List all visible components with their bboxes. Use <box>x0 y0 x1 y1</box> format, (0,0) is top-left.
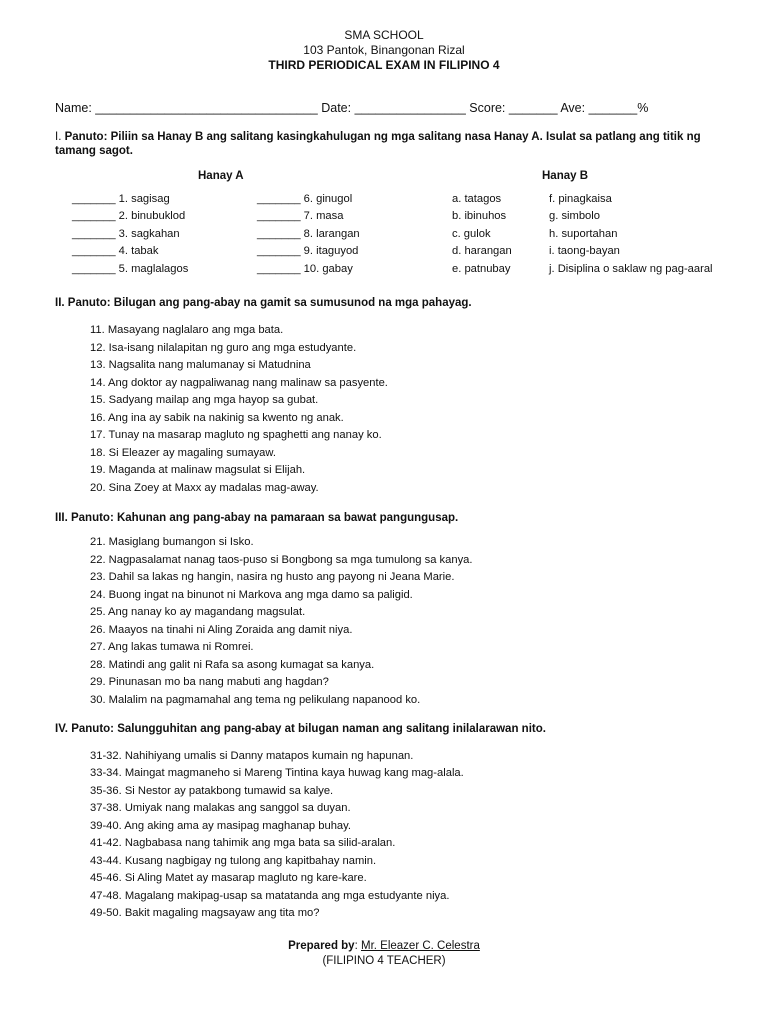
part3-item: 22. Nagpasalamat nanag taos-puso si Bongbong sa mga tumulong sa kanya. <box>90 554 473 566</box>
hanay-b-item: d. harangan <box>452 245 512 257</box>
part3-item: 21. Masiglang bumangon si Isko. <box>90 536 254 548</box>
hanay-a-item: _______ 9. itaguyod <box>257 245 359 257</box>
part2-item: 20. Sina Zoey at Maxx ay madalas mag-away. <box>90 482 319 494</box>
part2-item: 14. Ang doktor ay nagpaliwanag nang malinaw sa pasyente. <box>90 377 388 389</box>
hanay-b-item: h. suportahan <box>549 228 618 240</box>
part3-item: 29. Pinunasan mo ba nang mabuti ang hagdan? <box>90 676 329 688</box>
part1-instruction <box>55 130 735 158</box>
school-address: 103 Pantok, Binangonan Rizal <box>303 43 465 57</box>
part2-item: 11. Masayang naglalaro ang mga bata. <box>90 324 284 336</box>
part3-item: 23. Dahil sa lakas ng hangin, nasira ng husto ang payong ni Jeana Marie. <box>90 571 455 583</box>
part4-item: 39-40. Ang aking ama ay masipag maghanap buhay. <box>90 820 352 832</box>
part1-numeral: I. <box>55 131 62 143</box>
part3-item: 30. Malalim na pagmamahal ang tema ng pelikulang napanood ko. <box>90 694 421 706</box>
part3-instruction: III. Panuto: Kahunan ang pang-abay na pamaraan sa bawat pangungusap. <box>55 512 459 524</box>
part2-instruction: II. Panuto: Bilugan ang pang-abay na gamit sa sumusunod na mga pahayag. <box>55 297 472 309</box>
hanay-b-item: b. ibinuhos <box>452 210 507 222</box>
part4-item: 33-34. Maingat magmaneho si Mareng Tintina kaya huwag kang mag-alala. <box>90 767 464 779</box>
part3-item: 24. Buong ingat na binunot ni Markova ang mga damo sa paligid. <box>90 589 413 601</box>
part4-instruction: IV. Panuto: Salungguhitan ang pang-abay at bilugan naman ang salitang inilalarawan nito. <box>55 723 546 735</box>
hanay-a-item: _______ 6. ginugol <box>257 193 353 205</box>
part4-item: 43-44. Kusang nagbigay ng tulong ang kapitbahay namin. <box>90 855 377 867</box>
teacher-role: (FILIPINO 4 TEACHER) <box>322 955 446 967</box>
part2-item: 17. Tunay na masarap magluto ng spaghetti ang nanay ko. <box>90 429 382 441</box>
hanay-b-item: j. Disiplina o saklaw ng pag-aaral <box>549 263 713 275</box>
hanay-b-item: c. gulok <box>452 228 491 240</box>
part4-item: 37-38. Umiyak nang malakas ang sanggol sa duyan. <box>90 802 351 814</box>
part4-item: 35-36. Si Nestor ay patakbong tumawid sa kalye. <box>90 785 334 797</box>
hanay-b-item: f. pinagkaisa <box>549 193 612 205</box>
prepared-by-colon: : <box>354 940 358 952</box>
part2-item: 19. Maganda at malinaw magsulat si Elijah. <box>90 464 306 476</box>
part2-item: 15. Sadyang mailap ang mga hayop sa gubat. <box>90 394 319 406</box>
student-info-line: Name: ________________________________ Date: ________________ Score: _______ Ave: _______% <box>55 101 649 115</box>
hanay-a-label: Hanay A <box>198 170 244 182</box>
part4-item: 31-32. Nahihiyang umalis si Danny matapos kumain ng hapunan. <box>90 750 414 762</box>
hanay-a-item: _______ 1. sagisag <box>72 193 170 205</box>
hanay-a-item: _______ 3. sagkahan <box>72 228 180 240</box>
part3-item: 25. Ang nanay ko ay magandang magsulat. <box>90 606 306 618</box>
part4-item: 47-48. Magalang makipag-usap sa matatanda ang mga estudyante niya. <box>90 890 450 902</box>
part4-item: 49-50. Bakit magaling magsayaw ang tita mo? <box>90 907 320 919</box>
prepared-by-label: Prepared by <box>288 940 355 952</box>
hanay-a-item: _______ 5. maglalagos <box>72 263 189 275</box>
part4-item: 41-42. Nagbabasa nang tahimik ang mga bata sa silid-aralan. <box>90 837 396 849</box>
hanay-b-item: a. tatagos <box>452 193 502 205</box>
hanay-a-item: _______ 7. masa <box>257 210 344 222</box>
part2-item: 18. Si Eleazer ay magaling sumayaw. <box>90 447 276 459</box>
part3-item: 26. Maayos na tinahi ni Aling Zoraida ang damit niya. <box>90 624 353 636</box>
exam-title: THIRD PERIODICAL EXAM IN FILIPINO 4 <box>268 58 500 72</box>
part1-instruction-text: Panuto: Piliin sa Hanay B ang salitang kasingkahulugan ng mga salitang nasa Hanay A. Isulat sa patlang ang titik ng tamang sagot. <box>55 131 701 157</box>
hanay-a-item: _______ 8. larangan <box>257 228 360 240</box>
teacher-name: Mr. Eleazer C. Celestra <box>361 940 480 952</box>
school-name: SMA SCHOOL <box>344 28 424 42</box>
hanay-a-item: _______ 4. tabak <box>72 245 159 257</box>
prepared-by <box>0 940 768 952</box>
part3-item: 28. Matindi ang galit ni Rafa sa asong kumagat sa kanya. <box>90 659 375 671</box>
part3-item: 27. Ang lakas tumawa ni Romrei. <box>90 641 254 653</box>
part2-item: 13. Nagsalita nang malumanay si Matudnina <box>90 359 311 371</box>
hanay-a-item: _______ 10. gabay <box>257 263 353 275</box>
hanay-b-item: g. simbolo <box>549 210 600 222</box>
hanay-b-label: Hanay B <box>542 170 589 182</box>
part4-item: 45-46. Si Aling Matet ay masarap magluto ng kare-kare. <box>90 872 367 884</box>
part2-item: 12. Isa-isang nilalapitan ng guro ang mga estudyante. <box>90 342 357 354</box>
hanay-b-item: e. patnubay <box>452 263 511 275</box>
part2-item: 16. Ang ina ay sabik na nakinig sa kwento ng anak. <box>90 412 344 424</box>
hanay-b-item: i. taong-bayan <box>549 245 620 257</box>
hanay-a-item: _______ 2. binubuklod <box>72 210 186 222</box>
